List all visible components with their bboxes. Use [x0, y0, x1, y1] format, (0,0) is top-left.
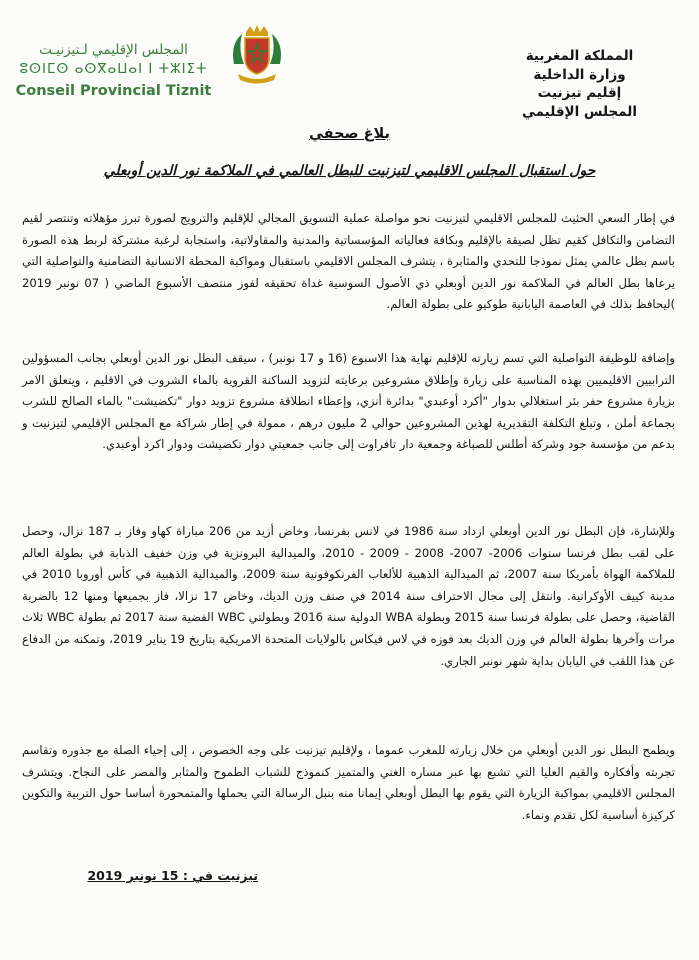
institution-line-province: إقليم تيزنيت	[537, 85, 622, 101]
paragraph-intro: في إطار السعي الحثيث للمجلس الاقليمي لتيزنيت نحو مواصلة عملية التسويق المجالي للإقليم والترويج لصورة تبرز مؤهلاته وتنتصر لقيم التضامن والتكافل كقيم تظل لصيقة بالإقليم وبكافة فعالياته المؤسساتية والمدنية والمقاولاتية، واستجابة لرغبة مشتركة لربط هذه الصورة باسم بطل عالمي يمثل نموذجا للتحدي والمثابرة ، يتشرف المجلس الاقليمي باستقبال ومواكبة المحطة الانسانية التضامنية والتواصلية التي يرعاها بطل العالم في الملاكمة نور الدين أوبعلي ذي الأصول السوسية غداة تحقيقه لفوز منتصف الأسبوع الماضي ( 07 نونبر 2019 )ليحافظ بذلك في العاصمة اليابانية طوكيو على بطولة العالم.	[22, 211, 675, 312]
logo-french-name: Conseil Provincial Tiznit	[15, 83, 212, 99]
document-signoff: تيزنيت في : 15 نونبر 2019	[87, 868, 258, 883]
institution-line-ministry: وزارة الداخلية	[533, 66, 626, 83]
institution-line-council: المجلس الإقليمي	[521, 103, 637, 120]
institution-header	[522, 47, 637, 121]
coat-of-arms-icon	[228, 24, 286, 88]
document-title: بلاغ صحفي	[309, 126, 390, 142]
paragraph-projects: وإضافة للوظيفة التواصلية التي تسم زيارته للإقليم نهاية هذا الاسبوع (16 و 17 نونبر) ، سيقف البطل نور الدين أوبعلي بجانب المسؤولين الترابيين الاقليميين بهذه المناسبة على زيارة وإطلاق مشروعين برعايته لتزويد الساكنة القروية بالماء الشروب في الاقليم ، ويتعلق الامر بزيارة مشروع حفر بئر استغلالي بدوار "أكرد أوعبدي" بدائرة أنزي، وإعطاء انطلاقة مشروع تزويد دوار "تكضيشت" بالماء الصالح للشرب بجماعة أملن ، وتبلغ التكلفة التقديرية لهذين المشروعين حوالي 2 مليون درهم ، ممولة في إطار شراكة مع المجلس الإقليمي لتيزنيت و بدعم من مؤسسة جود وشركة أطلس للصباغة وجمعية دار تافراوت إلى جانب جمعيتي دوار تكضيشت ودوار اكرد أوعبدي.	[22, 351, 676, 452]
logo-tifinagh-name: ⵓⵙⵏⵎⵙ ⴰⵙⴳⴰⵡⴰⵏ ⵏ ⵜⵣⵏⵉⵜ	[19, 61, 208, 77]
paragraph-ambition: ويطمح البطل نور الدين أوبعلي من خلال زيارته للمغرب عموما ، ولإقليم تيزنيت على وجه الخصوص ، إلى إحياء الصلة مع جذوره وتقاسم تجربته وأفكاره والقيم العليا التي تشبع بها عبر مساره الغني والمتميز كنموذج للشباب الطموح والمثابر والمصر على النجاح. ويتشرف المجلس الاقليمي بمواكبة الزيارة التي يقوم بها البطل أوبعلي إيمانا منه بنبل الرسالة التي يحملها والمتمحورة أساسا حول التربية والتكوين كركيزة أساسية لكل تقدم ونماء.	[22, 743, 675, 822]
council-logo	[6, 42, 221, 99]
paragraph-biography: وللإشارة، فإن البطل نور الدين أوبعلي ازداد سنة 1986 في لانس بفرنسا، وخاض أزيد من 206 مباراة كهاو وفاز بـ 187 نزال، وحصل على لقب بطل فرنسا سنوات 2006- 2007- 2008 - 2009 - 2010، والميدالية البرونزية في وزن خفيف الذبابة في بطولة العالم للملاكمة الهواة بأمريكا سنة 2007، ثم الميدالية الذهبية للألعاب الفرنكوفونية سنة 2009، والميدالية الذهبية في كأس أوروبا 2010 في مدينة كييف الأوكرانية. وانتقل إلى مجال الاحتراف سنة 2014 في صنف وزن الديك، وخاض 17 نزالا، فاز بجميعها ومنها 12 بالضربة القاضية، وحصل على بطولة فرنسا سنة 2015 وبطولة WBA الدولية سنة 2016 وبطولتي WBC الفضية سنة 2017 ثم بطولة WBC ثلاث مرات وآخرها بطولة العالم في وزن الديك بعد فوزه في لاس فيكاس بالولايات المتحدة الامريكية بتاريخ 19 يناير 2019، وتمكنه من الدفاع عن هذا اللقب في اليابان بداية شهر نونبر الجاري.	[22, 524, 676, 668]
institution-line-kingdom: المملكة المغربية	[525, 48, 634, 64]
document-subtitle: حول استقبال المجلس الاقليمي لتيزنيت للبطل العالمي في الملاكمة نور الدين أوبعلي	[103, 163, 596, 179]
logo-arabic-name: المجلس الإقليمي لـتيزنيـت	[39, 42, 188, 58]
